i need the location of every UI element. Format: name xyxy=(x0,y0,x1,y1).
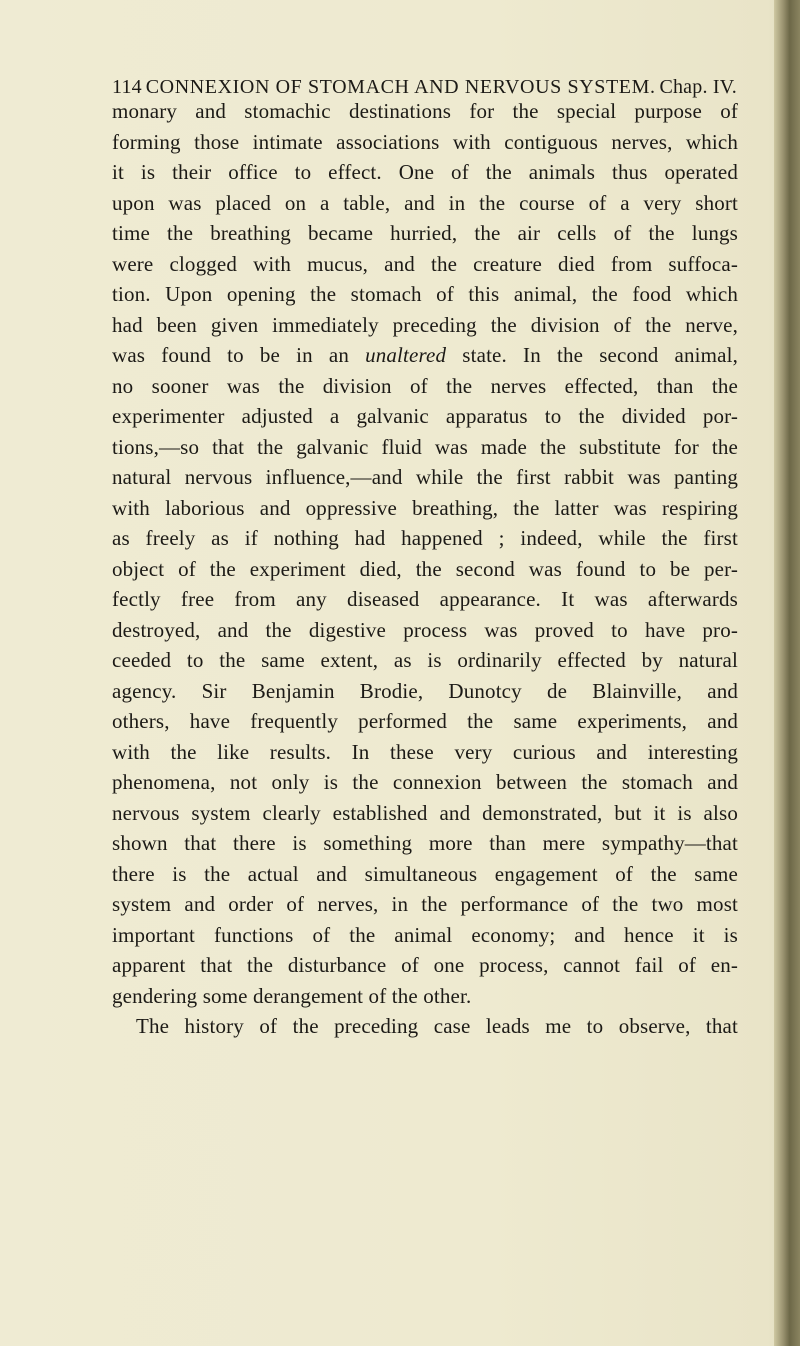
text-line: important functions of the animal economy; and hence it is xyxy=(112,922,738,947)
text-line: nervous system clearly established and demonstrated, but it is also xyxy=(112,800,738,825)
text-line: it is their office to effect. One of the animals thus operated xyxy=(112,160,738,184)
text-line: shown that there is something more than mere sympathy—that xyxy=(112,831,738,855)
text-line: others, have frequently performed the same experiments, and xyxy=(112,709,738,733)
text-line: experimenter adjusted a galvanic apparatus to the divided por- xyxy=(112,404,738,428)
text-line: no sooner was the division of the nerves effected, than the xyxy=(112,373,738,398)
italic-text: unaltered xyxy=(365,343,447,367)
text-line: with laborious and oppressive breathing, the latter was respiring xyxy=(112,495,738,520)
text-line: object of the experiment died, the second was found to be per- xyxy=(112,556,738,581)
text-line: monary and stomachic destinations for the special purpose of xyxy=(112,99,738,123)
text-line: there is the actual and simultaneous engagement of the same xyxy=(112,861,738,886)
text-line: with the like results. In these very curious and interesting xyxy=(112,739,738,764)
text-segment: state. In the second animal, xyxy=(462,343,738,367)
text-line xyxy=(112,340,738,371)
text-line: ceeded to the same extent, as is ordinarily effected by natural xyxy=(112,648,738,672)
text-line: time the breathing became hurried, the air cells of the lungs xyxy=(112,221,738,245)
text-line: natural nervous influence,—and while the first rabbit was panting xyxy=(112,465,738,489)
text-segment: was found to be in an xyxy=(112,343,349,367)
text-line: apparent that the disturbance of one process, cannot fail of en- xyxy=(112,953,738,977)
page-number: 114 xyxy=(112,76,142,98)
running-title: CONNEXION OF STOMACH AND NERVOUS SYSTEM. xyxy=(145,76,656,98)
text-line: phenomena, not only is the connexion between the stomach and xyxy=(112,770,738,794)
text-line: had been given immediately preceding the division of the nerve, xyxy=(112,312,738,337)
chapter-label: Chap. IV. xyxy=(659,76,737,98)
page-edge-shadow xyxy=(774,0,800,1346)
text-line: tion. Upon opening the stomach of this animal, the food which xyxy=(112,282,738,306)
text-line: destroyed, and the digestive process was proved to have pro- xyxy=(112,617,738,642)
text-line: agency. Sir Benjamin Brodie, Dunotcy de Blainville, and xyxy=(112,678,738,703)
text-line: were clogged with mucus, and the creature died from suffoca- xyxy=(112,251,738,276)
text-line: fectly free from any diseased appearance. It was afterwards xyxy=(112,587,738,611)
text-line: The history of the preceding case leads me to observe, that xyxy=(136,1014,738,1038)
text-line: upon was placed on a table, and in the course of a very short xyxy=(112,190,738,215)
text-line: tions,—so that the galvanic fluid was made the substitute for the xyxy=(112,434,738,459)
text-line: forming those intimate associations with contiguous nerves, which xyxy=(112,129,738,154)
text-line: gendering some derangement of the other. xyxy=(112,983,472,1008)
body-text xyxy=(112,96,738,1042)
text-line: as freely as if nothing had happened ; indeed, while the first xyxy=(112,526,738,550)
text-line: system and order of nerves, in the performance of the two most xyxy=(112,892,738,916)
